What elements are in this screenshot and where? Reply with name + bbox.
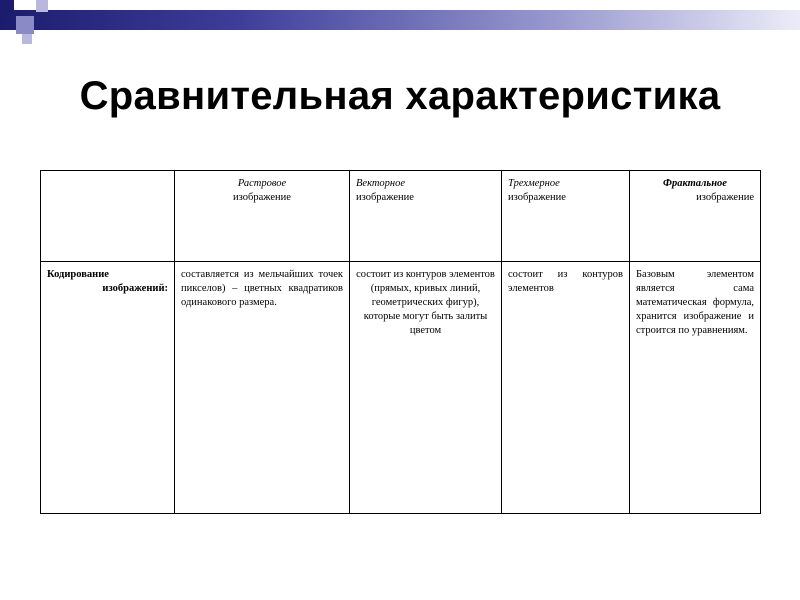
header-raster-line1: Растровое xyxy=(237,178,287,189)
table-header-row xyxy=(41,171,761,262)
decorative-square xyxy=(0,0,14,14)
header-3d-line2: изображение xyxy=(508,192,566,203)
header-fractal xyxy=(630,171,761,262)
row-label-line2: изображений: xyxy=(102,283,168,294)
header-fractal-line2: изображение xyxy=(696,192,754,203)
header-3d-line1: Трехмерное xyxy=(508,178,560,189)
cell-fractal-encoding: Базовым элементом является сама математическая формула, хранится изображение и строится по уравнениям. xyxy=(630,262,761,514)
header-raster-line2: изображение xyxy=(233,192,291,203)
decorative-square xyxy=(22,34,32,44)
header-raster xyxy=(175,171,350,262)
slide-title: Сравнительная характеристика xyxy=(79,74,721,118)
header-empty-cell xyxy=(41,171,175,262)
row-label-line1: Кодирование xyxy=(47,269,109,280)
decorative-square xyxy=(36,0,48,12)
row-label-encoding xyxy=(41,262,175,514)
header-vector xyxy=(350,171,502,262)
header-vector-line1: Векторное xyxy=(356,178,406,189)
decorative-square xyxy=(0,36,10,46)
cell-3d-encoding: состоит из контуров элементов xyxy=(502,262,630,514)
comparison-table xyxy=(40,170,761,514)
header-3d xyxy=(502,171,630,262)
header-fractal-line1: Фрактальное xyxy=(663,178,727,189)
table-row xyxy=(41,262,761,514)
cell-raster-encoding: составляется из мельчайших точек пикселов) – цветных квадратиков одинакового размера. xyxy=(175,262,350,514)
cell-vector-encoding: состоит из контуров элементов (прямых, кривых линий, геометрических фигур), которые могут быть залиты цветом xyxy=(350,262,502,514)
decorative-top-bar xyxy=(0,10,800,30)
header-vector-line2: изображение xyxy=(356,192,414,203)
decorative-square xyxy=(16,16,34,34)
